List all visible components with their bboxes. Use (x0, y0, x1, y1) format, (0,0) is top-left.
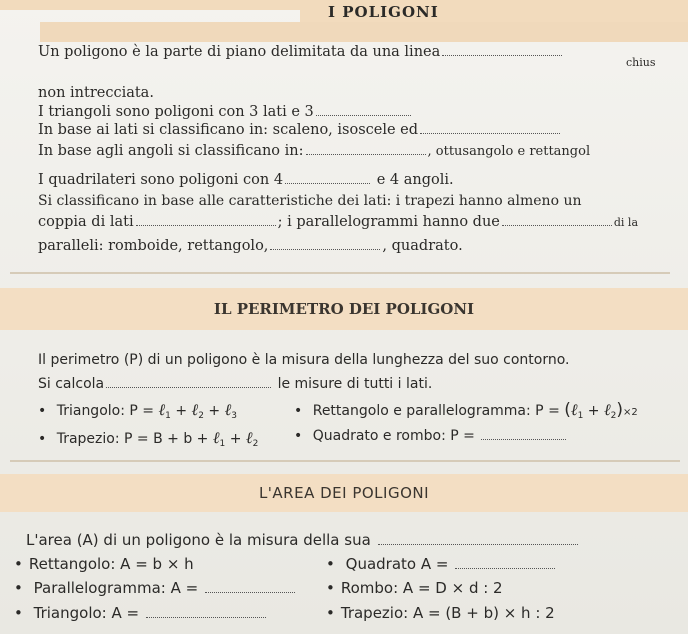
area-def-text: L'area (A) di un poligono è la misura della sua (26, 531, 371, 549)
intro-text-5a: In base agli angoli si classificano in: (38, 143, 304, 159)
page-title: I POLIGONI (328, 3, 439, 21)
perimetro-rettangolo: • Rettangolo e parallelogramma: P = (ℓ$_1$ + ℓ$_2$)×2 (294, 400, 638, 421)
intro-line-6 (38, 172, 454, 188)
perimetro-calc-line (38, 376, 432, 392)
intro-text-1: Un poligono è la parte di piano delimitata da una linea (38, 44, 441, 60)
area-rombo: • Rombo: A = D × d : 2 (326, 579, 503, 597)
area-def (26, 531, 580, 549)
formula-l1-icon: ℓ (158, 400, 166, 419)
divider-1 (10, 272, 670, 274)
intro-line-8 (38, 214, 638, 230)
area-heading: L'AREA DEI POLIGONI (258, 484, 430, 502)
intro-text-3: I triangoli sono poligoni con 3 lati e 3 (38, 104, 314, 120)
perimetro-trapezio-label: Trapezio: P = B + b + (56, 431, 209, 447)
perimetro-trapezio: • Trapezio: P = B + b + ℓ$_1$ + ℓ$_2$ (38, 428, 258, 449)
intro-text-8c: di la (613, 216, 639, 229)
intro-text-9b: , quadrato. (382, 238, 463, 254)
area-parallelogramma-label: Parallelogramma: A = (33, 579, 199, 597)
perimetro-heading: IL PERIMETRO DEI POLIGONI (213, 300, 475, 318)
intro-line-9 (38, 238, 463, 254)
header-strip (40, 22, 688, 42)
perimetro-def: Il perimetro (P) di un poligono è la misura della lunghezza del suo contorno. (38, 352, 570, 368)
intro-text-8b: ; i parallelogrammi hanno due (277, 214, 500, 230)
perimetro-calc-b: le misure di tutti i lati. (277, 376, 433, 392)
intro-line-7: Si classificano in base alle caratteristiche dei lati: i trapezi hanno almeno un (38, 193, 582, 209)
perimetro-calc-a: Si calcola (38, 376, 105, 392)
perimetro-triangolo: • Triangolo: P = ℓ$_1$ + ℓ$_2$ + ℓ$_3$ (38, 400, 237, 421)
area-quadrato (326, 555, 557, 573)
divider-2 (10, 460, 680, 462)
perimetro-quadrato-label: Quadrato e rombo: P = (312, 428, 475, 444)
intro-text-8a: coppia di lati (38, 214, 134, 230)
perimetro-quadrato (294, 428, 568, 444)
area-rettangolo: • Rettangolo: A = b × h (14, 555, 194, 573)
intro-text-6a: I quadrilateri sono poligoni con 4 (38, 172, 284, 188)
intro-text-9a: paralleli: romboide, rettangolo, (38, 238, 269, 254)
area-trapezio: • Trapezio: A = (B + b) × h : 2 (326, 604, 555, 622)
perimetro-rettangolo-label: Rettangolo e parallelogramma: P = (312, 403, 560, 419)
intro-text-6b: e 4 angoli. (376, 172, 454, 188)
formula-l3-icon: ℓ (224, 400, 232, 419)
area-triangolo-label: Triangolo: A = (33, 604, 140, 622)
intro-text-5b: , ottusangolo e rettangol (427, 144, 591, 159)
formula-l2-icon: ℓ (191, 400, 199, 419)
intro-line-4 (38, 122, 562, 138)
area-quadrato-label: Quadrato A = (345, 555, 449, 573)
intro-line-1 (38, 44, 564, 60)
intro-line-2: non intrecciata. (38, 85, 154, 101)
area-parallelogramma (14, 579, 297, 597)
top-arc-band (0, 0, 300, 10)
intro-text-4: In base ai lati si classificano in: scaleno, isoscele ed (38, 122, 419, 138)
perimetro-triangolo-label: Triangolo: P = (56, 403, 155, 419)
intro-line-1-end: chius (626, 56, 656, 69)
intro-line-5 (38, 143, 590, 159)
area-triangolo (14, 604, 268, 622)
intro-line-3 (38, 104, 413, 120)
